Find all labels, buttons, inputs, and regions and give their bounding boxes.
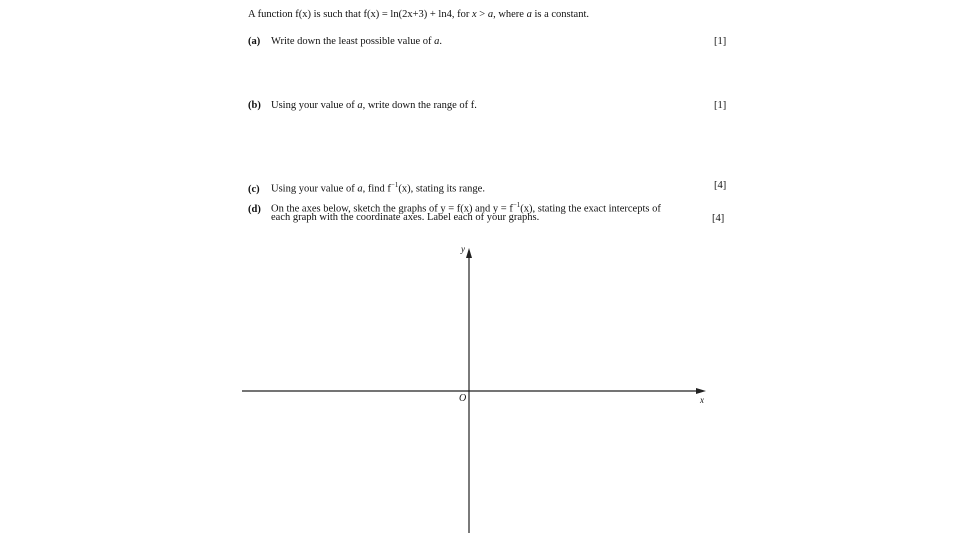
gt-sign: > [476,9,488,20]
y-axis-arrow-icon [466,248,472,258]
part-d-text-2: , stating the exact intercepts of [532,203,661,215]
part-d-eq-2-arg: (x) [520,203,533,215]
origin-label: O [459,393,467,404]
intro-text-2: is such that [311,9,364,20]
var-a-2: a [526,9,532,20]
part-a-var: a [434,36,440,47]
function-definition: f(x) = ln(2x+3) + ln4, [363,9,455,20]
part-a-label: (a) [248,36,261,47]
x-axis-arrow-icon [696,388,706,394]
part-c-sup: −1 [390,181,399,189]
var-a: a [487,9,494,20]
part-d-eq-1: y = f(x) [440,203,473,215]
part-c-text-1: Using your value of [271,183,358,195]
intro-where: , where [493,9,527,20]
x-axis-label: x [700,395,704,405]
part-b-label: (b) [248,100,261,111]
part-c-text-2: , find [362,183,388,195]
intro-constant: is a constant. [531,9,589,20]
part-c-label: (c) [248,183,260,195]
part-a-marks: [1] [714,36,727,47]
var-x: x [471,9,477,20]
part-d-marks: [4] [712,213,725,224]
part-b-var: a [357,100,363,111]
intro-for: for [454,9,472,20]
part-b-text-2: , write down the range of f. [362,100,477,111]
part-b-text-1: Using your value of [271,100,358,111]
part-d-eq-2: y = f [492,203,513,215]
part-c-arg: (x) [398,183,411,195]
part-d-sup: −1 [512,201,521,209]
intro-text: A function [248,9,296,20]
part-d-line-2: each graph with the coordinate axes. Label each of your graphs. [271,212,540,223]
part-c-text-3: , stating its range. [410,183,485,195]
part-c-f: f [387,183,391,195]
part-a-text: Write down the least possible value of [271,36,435,47]
part-d-label: (d) [248,203,261,215]
intro-fx: f(x) [295,9,311,20]
part-d-text-1: On the axes below, sketch the graphs of [271,203,441,215]
part-c-marks: [4] [714,180,727,191]
part-d-and: and [472,203,493,215]
part-b-marks: [1] [714,100,727,111]
y-axis-label: y [461,244,465,254]
part-c-var: a [357,183,363,195]
part-a-end: . [439,36,443,47]
